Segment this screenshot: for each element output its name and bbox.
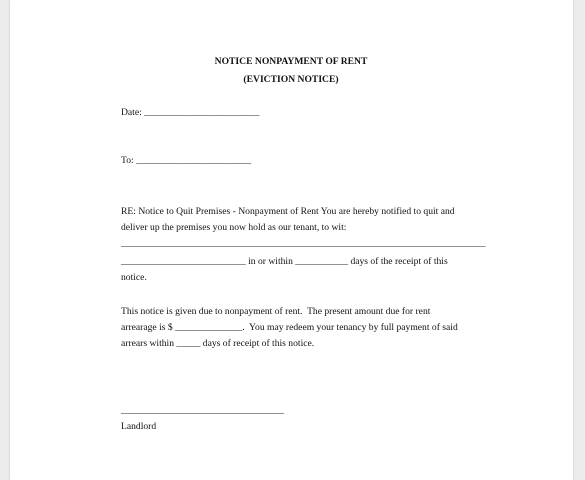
document-title: NOTICE NONPAYMENT OF RENT bbox=[214, 56, 368, 67]
landlord-label: Landlord bbox=[121, 421, 157, 432]
reason-paragraph-line-2: arrearage is $ ______________. You may redeem your tenancy by full payment of said bbox=[121, 322, 458, 333]
reason-paragraph-line-1: This notice is given due to nonpayment of rent. The present amount due for rent bbox=[121, 306, 431, 317]
within-days-line: __________________________ in or within ___________ days of the receipt of this bbox=[121, 256, 448, 267]
notice-word: notice. bbox=[121, 272, 147, 283]
signature-line: __________________________________ bbox=[121, 405, 285, 416]
re-paragraph-line-1: RE: Notice to Quit Premises - Nonpayment of Rent You are hereby notified to quit and bbox=[121, 206, 455, 217]
premises-blank-line: ____________________________________________________________________________ bbox=[121, 238, 486, 249]
reason-paragraph-line-3: arrears within _____ days of receipt of this notice. bbox=[121, 338, 315, 349]
document-subtitle: (EVICTION NOTICE) bbox=[243, 74, 339, 85]
re-paragraph-line-2: deliver up the premises you now hold as our tenant, to wit: bbox=[121, 222, 347, 233]
recipient-field: To: ________________________ bbox=[121, 155, 252, 166]
date-field: Date: ________________________ bbox=[121, 107, 260, 118]
